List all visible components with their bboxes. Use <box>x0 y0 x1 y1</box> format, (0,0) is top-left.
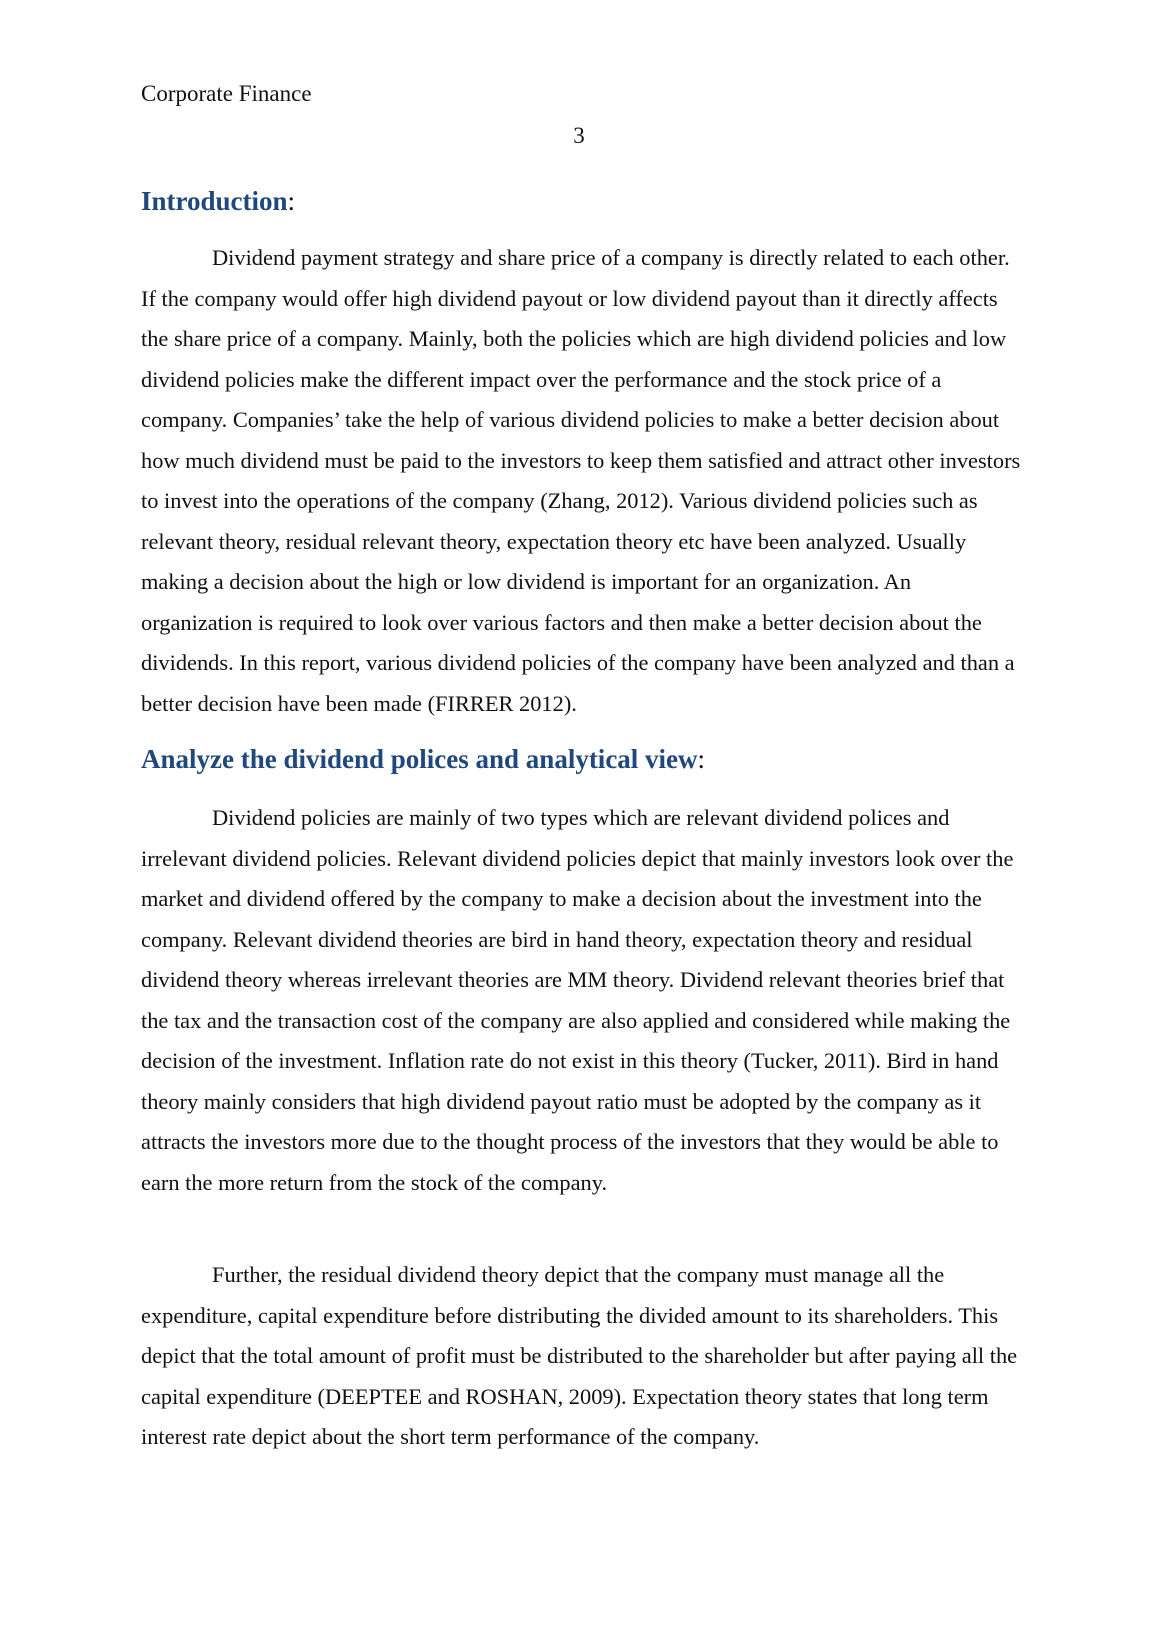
introduction-paragraph: Dividend payment strategy and share price of a company is directly related to each other. If the company would offer high dividend payout or low dividend payout than it directly affects the share price of a company. Mainly, both the policies which are high dividend policies and low dividend policies make the different impact over the performance and the stock price of a company. Companies’ take the help of various dividend policies to make a better decision about how much dividend must be paid to the investors to keep them satisfied and attract other investors to invest into the operations of the company (Zhang, 2012). Various dividend policies such as relevant theory, residual relevant theory, expectation theory etc have been analyzed. Usually making a decision about the high or low dividend is important for an organization. An organization is required to look over various factors and then make a better decision about the dividends. In this report, various dividend policies of the company have been analyzed and than a better decision have been made (FIRRER 2012). <box>141 245 1021 716</box>
section-heading-introduction-text: Introduction <box>141 186 288 216</box>
section-heading-analyze-text: Analyze the dividend polices and analytical view <box>141 744 698 774</box>
section-heading-analyze-colon: : <box>697 744 706 774</box>
analyze-paragraph-2: Further, the residual dividend theory depict that the company must manage all the expenditure, capital expenditure before distributing the divided amount to its shareholders. This depict that the total amount of profit must be distributed to the shareholder but after paying all the capital expenditure (DEEPTEE and ROSHAN, 2009). Expectation theory states that long term interest rate depict about the short term performance of the company. <box>141 1262 1018 1449</box>
section-heading-introduction-colon: : <box>287 186 296 216</box>
section-heading-analyze <box>141 742 705 776</box>
section-heading-introduction <box>141 184 295 218</box>
page-number: 3 <box>573 123 585 148</box>
analyze-paragraph-1: Dividend policies are mainly of two types which are relevant dividend polices and irrelevant dividend policies. Relevant dividend policies depict that mainly investors look over the market and dividend offered by the company to make a decision about the investment into the company. Relevant dividend theories are bird in hand theory, expectation theory and residual dividend theory whereas irrelevant theories are MM theory. Dividend relevant theories brief that the tax and the transaction cost of the company are also applied and considered while making the decision of the investment. Inflation rate do not exist in this theory (Tucker, 2011). Bird in hand theory mainly considers that high dividend payout ratio must be adopted by the company as it attracts the investors more due to the thought process of the investors that they would be able to earn the more return from the stock of the company. <box>141 805 1014 1195</box>
running-header: Corporate Finance <box>141 81 312 106</box>
